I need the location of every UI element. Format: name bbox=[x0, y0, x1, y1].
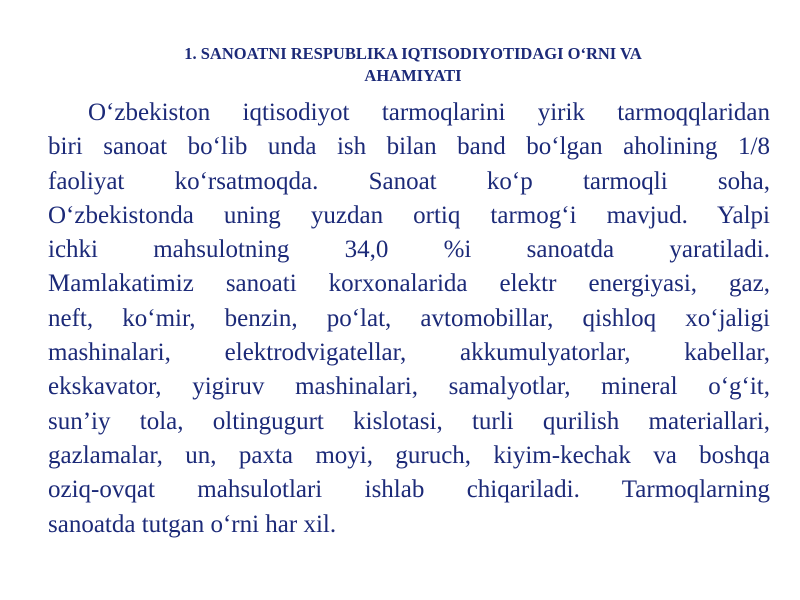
paragraph-line: O‘zbekistonda uning yuzdan ortiq tarmog‘i mavjud. Yalpi bbox=[48, 201, 770, 229]
paragraph-line: sanoatda tutgan o‘rni har xil. bbox=[48, 510, 337, 538]
paragraph-line: O‘zbekiston iqtisodiyot tarmoqlarini yirik tarmoqqlaridan bbox=[88, 99, 770, 126]
paragraph-line: ichki mahsulotning 34,0 %i sanoatda yaratiladi. bbox=[48, 236, 770, 264]
slide-title bbox=[100, 43, 726, 87]
slide-title-line-1: 1. SANOATNI RESPUBLIKA IQTISODIYOTIDAGI O‘RNI VA bbox=[184, 44, 642, 63]
paragraph-line: sun’iy tola, oltingugurt kislotasi, turli qurilish materiallari, bbox=[48, 407, 770, 435]
paragraph-line: mashinalari, elektrodvigatellar, akkumulyatorlar, kabellar, bbox=[48, 339, 770, 367]
paragraph-line: Mamlakatimiz sanoati korxonalarida elektr energiyasi, gaz, bbox=[48, 270, 770, 298]
paragraph-line: faoliyat ko‘rsatmoqda. Sanoat ko‘p tarmoqli soha, bbox=[48, 167, 770, 195]
paragraph-line: gazlamalar, un, paxta moyi, guruch, kiyim-kechak va boshqa bbox=[48, 441, 770, 469]
slide-title-line-2: AHAMIYATI bbox=[364, 66, 462, 85]
paragraph-line: neft, ko‘mir, benzin, po‘lat, avtomobillar, qishloq xo‘jaligi bbox=[48, 304, 770, 332]
paragraph-line: oziq-ovqat mahsulotlari ishlab chiqariladi. Tarmoqlarning bbox=[48, 476, 770, 504]
paragraph-line: biri sanoat bo‘lib unda ish bilan band bo‘lgan aholining 1/8 bbox=[48, 133, 770, 161]
paragraph-line: ekskavator, yigiruv mashinalari, samalyotlar, mineral o‘g‘it, bbox=[48, 373, 770, 401]
body-paragraph bbox=[48, 96, 770, 542]
